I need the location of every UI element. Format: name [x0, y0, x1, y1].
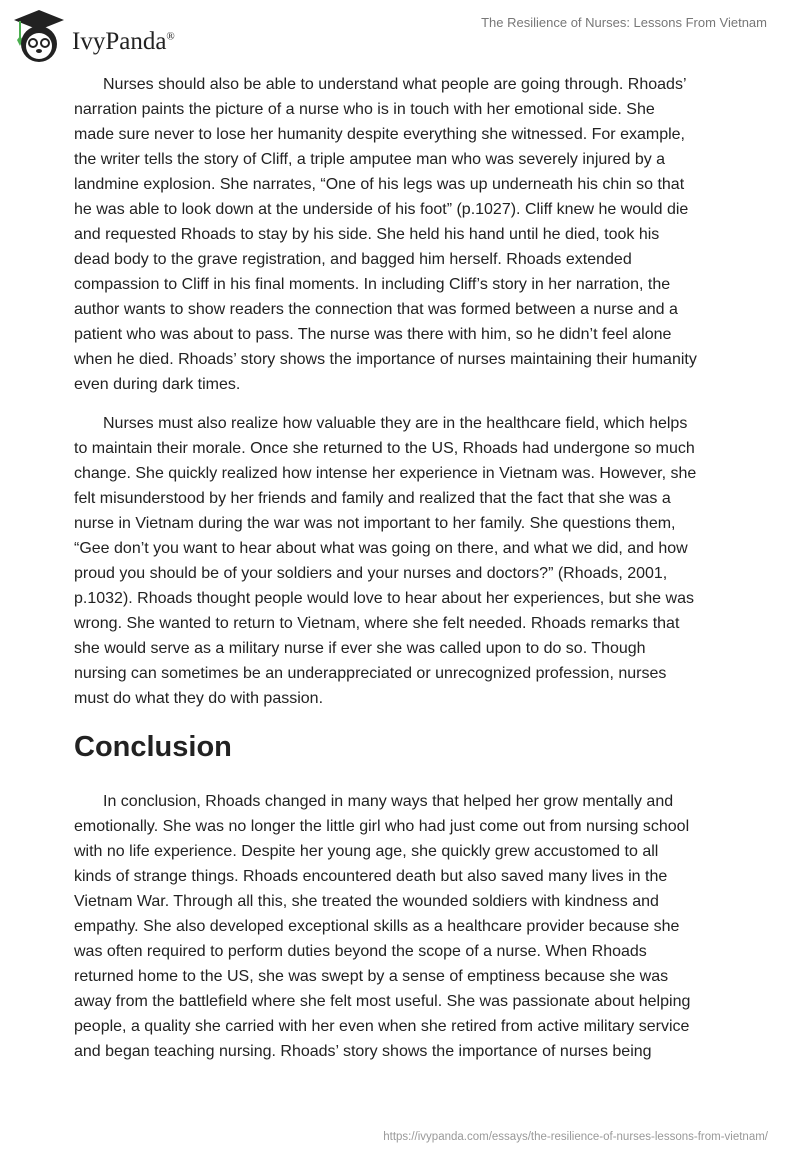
- text-line: “Gee don’t you want to hear about what was going on there, and what we did, and how: [74, 540, 688, 557]
- text-line: was often required to perform duties beyond the scope of a nurse. When Rhoads: [74, 943, 647, 960]
- text-line: and requested Rhoads to stay by his side. She held his hand until he died, took his: [74, 226, 660, 243]
- text-line: to maintain their morale. Once she returned to the US, Rhoads had undergone so much: [74, 440, 695, 457]
- text-line: felt misunderstood by her friends and family and realized that the fact that she was a: [74, 490, 671, 507]
- text-line: In conclusion, Rhoads changed in many ways that helped her grow mentally and: [103, 793, 674, 810]
- text-line: Vietnam War. Through all this, she treated the wounded soldiers with kindness and: [74, 893, 659, 910]
- text-line: empathy. She also developed exceptional skills as a healthcare provider because she: [74, 918, 680, 935]
- text-line: even during dark times.: [74, 376, 241, 393]
- logo-text: [72, 28, 175, 56]
- ivypanda-logo[interactable]: [12, 8, 175, 66]
- text-line: compassion to Cliff in his final moments. In including Cliff’s story in her narration, the: [74, 276, 671, 293]
- text-line: patient who was about to pass. The nurse was there with him, so he didn’t feel alone: [74, 326, 672, 343]
- logo-name: IvyPanda: [72, 28, 167, 55]
- panda-graduate-icon: [12, 8, 66, 66]
- text-line: nursing can sometimes be an underappreciated or unrecognized profession, nurses: [74, 665, 667, 682]
- text-line: proud you should be of your soldiers and your nurses and doctors?” (Rhoads, 2001,: [74, 565, 668, 582]
- text-line: she would serve as a military nurse if ever she was called upon to do so. Though: [74, 640, 646, 657]
- text-line: author wants to show readers the connection that was formed between a nurse and a: [74, 301, 678, 318]
- text-line: nurse in Vietnam during the war was not important to her family. She questions them,: [74, 515, 676, 532]
- body-paragraph-2: [74, 411, 734, 711]
- body-paragraph-3: [74, 789, 734, 1064]
- footer-url-link[interactable]: https://ivypanda.com/essays/the-resilience-of-nurses-lessons-from-vietnam/: [383, 1131, 768, 1143]
- text-line: with no life experience. Despite her young age, she quickly grew accustomed to all: [74, 843, 659, 860]
- text-line: narration paints the picture of a nurse who is in touch with her emotional side. She: [74, 101, 655, 118]
- text-line: when he died. Rhoads’ story shows the importance of nurses maintaining their humanity: [74, 351, 697, 368]
- text-line: wrong. She wanted to return to Vietnam, where she felt needed. Rhoads remarks that: [74, 615, 680, 632]
- registered-mark: ®: [166, 30, 175, 43]
- text-line: kinds of strange things. Rhoads encountered death but also saved many lives in the: [74, 868, 668, 885]
- section-heading-conclusion: Conclusion: [74, 731, 232, 763]
- text-line: made sure never to lose her humanity despite everything she witnessed. For example,: [74, 126, 685, 143]
- text-line: must do what they do with passion.: [74, 690, 324, 707]
- text-line: and began teaching nursing. Rhoads’ story shows the importance of nurses being: [74, 1043, 652, 1060]
- text-line: emotionally. She was no longer the little girl who had just come out from nursing school: [74, 818, 690, 835]
- text-line: the writer tells the story of Cliff, a triple amputee man who was severely injured by a: [74, 151, 666, 168]
- text-line: p.1032). Rhoads thought people would love to hear about her experiences, but she was: [74, 590, 694, 607]
- text-line: away from the battlefield where she felt most useful. She was passionate about helping: [74, 993, 691, 1010]
- text-line: landmine explosion. She narrates, “One of his legs was up underneath his chin so that: [74, 176, 685, 193]
- text-line: dead body to the grave registration, and bagged him herself. Rhoads extended: [74, 251, 632, 268]
- text-line: Nurses should also be able to understand what people are going through. Rhoads’: [103, 76, 687, 93]
- text-line: change. She quickly realized how intense her experience in Vietnam was. However, she: [74, 465, 697, 482]
- text-line: he was able to look down at the underside of his foot” (p.1027). Cliff knew he would die: [74, 201, 689, 218]
- text-line: returned home to the US, she was swept by a sense of emptiness because she was: [74, 968, 669, 985]
- text-line: people, a quality she carried with her even when she retired from active military service: [74, 1018, 690, 1035]
- body-paragraph-1: [74, 72, 734, 397]
- document-title: The Resilience of Nurses: Lessons From Vietnam: [481, 15, 767, 30]
- text-line: Nurses must also realize how valuable they are in the healthcare field, which helps: [103, 415, 688, 432]
